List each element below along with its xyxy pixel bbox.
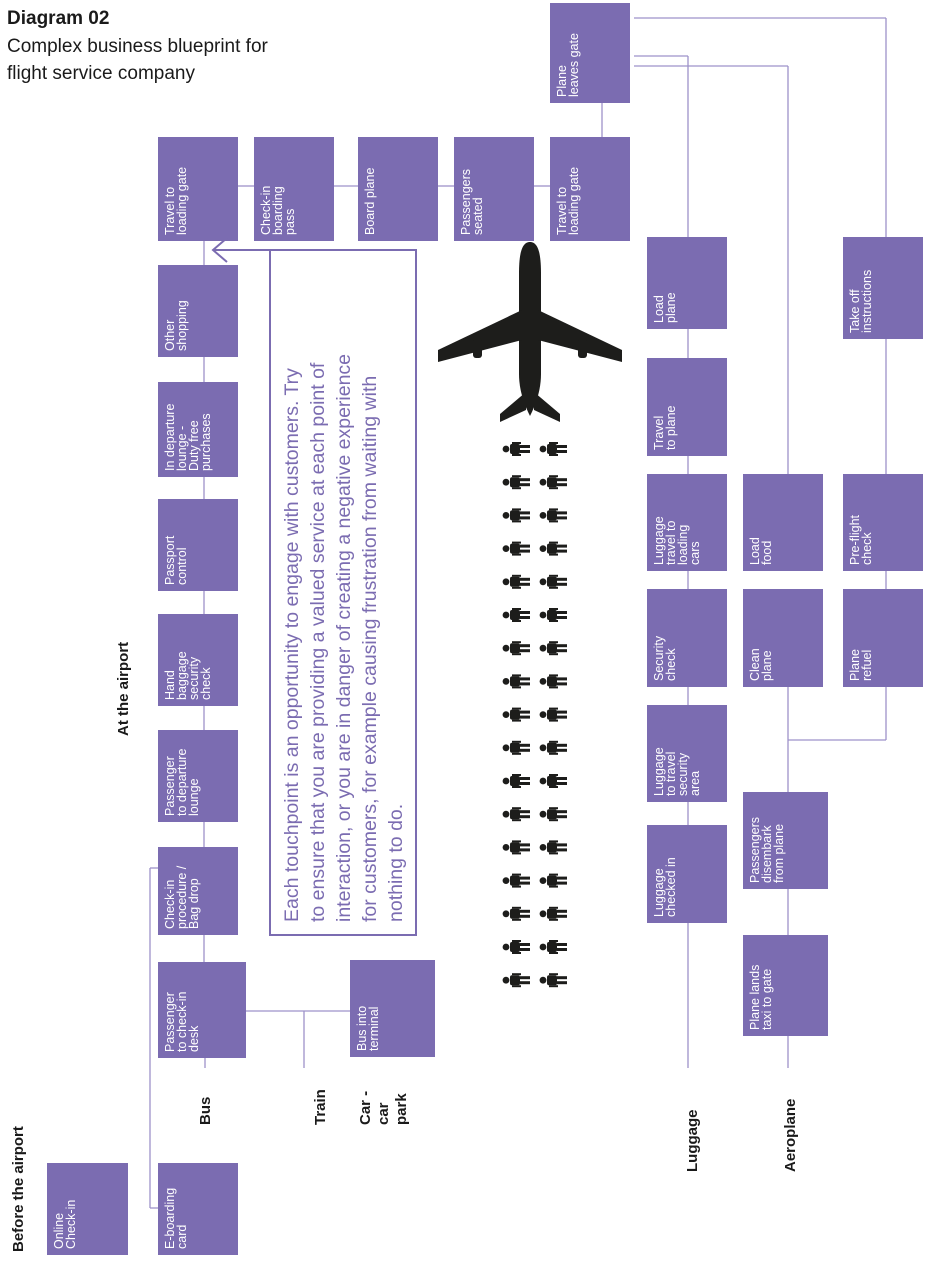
stage-label-at (115, 642, 132, 736)
box-take-off-instructions (843, 237, 923, 339)
box-label-line: to check-in (175, 991, 189, 1052)
box-label-line: taxi to gate (760, 968, 774, 1030)
box-luggage-checked-in (647, 825, 727, 923)
box-label-line: to departure (175, 748, 189, 816)
box-clean-plane-label (748, 648, 774, 681)
box-board-plane (358, 137, 438, 241)
box-label-line: lounge (187, 778, 201, 816)
passenger-icon (540, 475, 567, 489)
passenger-icon (503, 475, 530, 489)
box-passengers-seated (454, 137, 534, 241)
box-label-line: Bag drop (187, 878, 201, 929)
passenger-icon (540, 807, 567, 821)
passenger-icon (540, 874, 567, 888)
box-label-line: Load (748, 537, 762, 565)
box-label-line: refuel (860, 649, 874, 681)
box-label-line: security (187, 656, 201, 700)
passenger-icon (503, 874, 530, 888)
box-passengers-disembark (743, 792, 828, 889)
box-travel-to-loading-gate-1 (158, 137, 238, 241)
box-label-line: Pre-flight (848, 514, 862, 565)
box-label-line: Bus into (355, 1005, 369, 1051)
box-label-line: security (676, 752, 690, 796)
box-board-plane-label (363, 168, 377, 235)
box-security-check (647, 589, 727, 687)
box-label-line: Take off (848, 289, 862, 333)
diagram-subtitle-line-2: flight service company (7, 63, 195, 84)
stage-label-line: park (393, 1093, 410, 1125)
note-line: Each touchpoint is an opportunity to engage with customers. Try (281, 368, 303, 922)
passenger-icon (503, 840, 530, 854)
stage-label-line: Train (312, 1089, 329, 1125)
box-luggage-to-travel-security-area (647, 705, 727, 802)
box-label-line: boarding (271, 186, 285, 235)
box-luggage-travel-to-loading-cars (647, 474, 727, 571)
stage-label-luggage (684, 1110, 701, 1173)
box-label-line: seated (471, 197, 485, 235)
box-plane-lands-taxi-to-gate-label (748, 965, 774, 1030)
passenger-icon (503, 608, 530, 622)
box-e-boarding-card (158, 1163, 238, 1255)
box-label-line: Check-in (259, 185, 273, 235)
box-label-line: Passenger (163, 992, 177, 1052)
box-label-line: check (199, 667, 213, 700)
box-label-line: Luggage (652, 516, 666, 565)
box-label-line: Other (163, 319, 177, 351)
box-label-line: Passengers (459, 168, 473, 235)
box-label-line: cars (688, 541, 702, 565)
box-label-line: procedure / (175, 865, 189, 929)
box-load-plane-label (652, 292, 678, 323)
box-label-line: Check-in (64, 1199, 78, 1249)
box-label-line: Plane lands (748, 964, 762, 1030)
box-check-in-boarding-pass (254, 137, 334, 241)
box-check-in-procedure (158, 847, 238, 935)
box-label-line: to plane (664, 405, 678, 450)
passenger-icon (503, 973, 530, 987)
box-label-line: E-boarding (163, 1187, 177, 1249)
box-label-line: food (760, 540, 774, 565)
box-plane-refuel (843, 589, 923, 687)
passenger-icon (540, 708, 567, 722)
passenger-icon (540, 542, 567, 556)
box-departure-lounge-duty-free (158, 382, 238, 477)
box-clean-plane (743, 589, 823, 687)
passenger-icon (540, 774, 567, 788)
plane-icon (438, 242, 622, 422)
passenger-icon (540, 907, 567, 921)
passenger-icon (540, 575, 567, 589)
box-passport-control (158, 499, 238, 591)
box-label-line: disembark (760, 825, 774, 883)
passenger-icon (503, 442, 530, 456)
diagram-title: Diagram 02 (7, 8, 110, 29)
box-label-line: shopping (175, 300, 189, 351)
box-plane-lands-taxi-to-gate (743, 935, 828, 1036)
box-plane-refuel-label (848, 649, 874, 681)
box-label-line: baggage (175, 651, 189, 700)
box-label-line: terminal (367, 1006, 381, 1051)
passenger-icon (540, 641, 567, 655)
box-plane-leaves-gate (550, 3, 630, 103)
box-passenger-to-departure-lounge (158, 730, 238, 822)
illustration (438, 242, 622, 987)
box-other-shopping (158, 265, 238, 357)
stage-label-train (312, 1089, 329, 1125)
box-label-line: loading gate (567, 166, 581, 235)
box-travel-to-plane (647, 358, 727, 456)
box-label-line: instructions (860, 269, 874, 333)
box-label-line: Plane (848, 649, 862, 681)
box-load-food (743, 474, 823, 571)
box-label-line: loading gate (175, 166, 189, 235)
box-passenger-to-check-in-desk (158, 962, 246, 1058)
stage-label-aeroplane (782, 1099, 799, 1172)
box-label-line: Travel (652, 415, 666, 450)
box-label-line: check (860, 532, 874, 565)
box-label-line: Passenger (163, 756, 177, 816)
box-passengers-disembark-label (748, 817, 786, 883)
passenger-icon (540, 940, 567, 954)
stage-label-before (10, 1126, 27, 1252)
passenger-icon (540, 442, 567, 456)
box-load-plane (647, 237, 727, 329)
box-label-line: loading (676, 524, 690, 565)
box-label-line: Clean (748, 648, 762, 681)
stage-label-line: Car - (357, 1090, 374, 1125)
box-label-line: to travel (664, 751, 678, 796)
box-label-line: check (664, 648, 678, 681)
box-label-line: Travel to (555, 186, 569, 235)
box-label-line: travel to (664, 520, 678, 565)
box-label-line: Passengers (748, 816, 762, 883)
box-label-line: Passport (163, 535, 177, 585)
box-hand-baggage-security-check (158, 614, 238, 706)
box-online-check-in (47, 1163, 128, 1255)
passenger-icon (503, 575, 530, 589)
box-label-line: Check-in (163, 879, 177, 929)
stage-label-bus (197, 1097, 214, 1125)
passenger-icon (503, 774, 530, 788)
touchpoint-note (281, 354, 407, 922)
passenger-icon (503, 542, 530, 556)
box-label-line: Hand (163, 670, 177, 700)
passenger-icon (503, 907, 530, 921)
stage-label-line: Bus (197, 1096, 214, 1125)
box-label-line: Load (652, 295, 666, 323)
stage-label-car (357, 1091, 410, 1125)
box-load-food-label (748, 537, 774, 565)
stage-label-line: Before the airport (10, 1126, 27, 1252)
passenger-icon (540, 608, 567, 622)
box-label-line: In departure (163, 403, 177, 471)
box-label-line: purchases (199, 413, 213, 471)
box-label-line: Plane (555, 65, 569, 97)
box-bus-into-terminal-label (355, 1006, 381, 1051)
box-label-line: area (688, 770, 702, 796)
box-label-line: from plane (772, 823, 786, 883)
process-boxes (47, 3, 923, 1255)
box-pre-flight-check (843, 474, 923, 571)
stage-label-line: Aeroplane (782, 1098, 799, 1172)
box-travel-to-loading-gate-2 (550, 137, 630, 241)
passenger-icon (540, 741, 567, 755)
passenger-icon (540, 973, 567, 987)
box-label-line: plane (760, 650, 774, 681)
passenger-icon (503, 508, 530, 522)
passenger-icon (503, 807, 530, 821)
passenger-icon (503, 741, 530, 755)
box-label-line: Online (52, 1212, 66, 1249)
box-label-line: checked in (664, 857, 678, 917)
box-label-line: control (175, 547, 189, 585)
box-label-line: Board plane (363, 167, 377, 235)
passenger-icon (540, 674, 567, 688)
box-label-line: leaves gate (567, 33, 581, 97)
box-label-line: pass (283, 208, 297, 235)
box-bus-into-terminal (350, 960, 435, 1057)
box-label-line: Travel to (163, 186, 177, 235)
note-line: to ensure that you are providing a valued service at each point of (307, 362, 329, 922)
note-line: nothing to do. (385, 803, 407, 922)
box-label-line: lounge - (175, 425, 189, 471)
note-line: for customers, for example causing frustration from waiting with (359, 375, 381, 922)
box-label-line: Security (652, 635, 666, 681)
passenger-icon (503, 940, 530, 954)
stage-label-line: Luggage (684, 1109, 701, 1172)
stage-label-line: At the airport (115, 641, 132, 736)
box-label-line: Luggage (652, 868, 666, 917)
passenger-icon (503, 708, 530, 722)
box-label-line: Luggage (652, 747, 666, 796)
passenger-icon (503, 641, 530, 655)
note-frame (213, 238, 416, 935)
box-label-line: card (175, 1224, 189, 1249)
passenger-icon (503, 674, 530, 688)
passenger-icon (540, 508, 567, 522)
box-label-line: Duty free (187, 420, 201, 471)
passenger-icon (540, 840, 567, 854)
note-line: interaction, or you are in danger of creating a negative experience (333, 353, 355, 922)
box-label-line: desk (187, 1025, 201, 1052)
box-label-line: plane (664, 292, 678, 323)
stage-label-line: car (375, 1102, 392, 1125)
diagram-subtitle-line-1: Complex business blueprint for (7, 36, 268, 57)
